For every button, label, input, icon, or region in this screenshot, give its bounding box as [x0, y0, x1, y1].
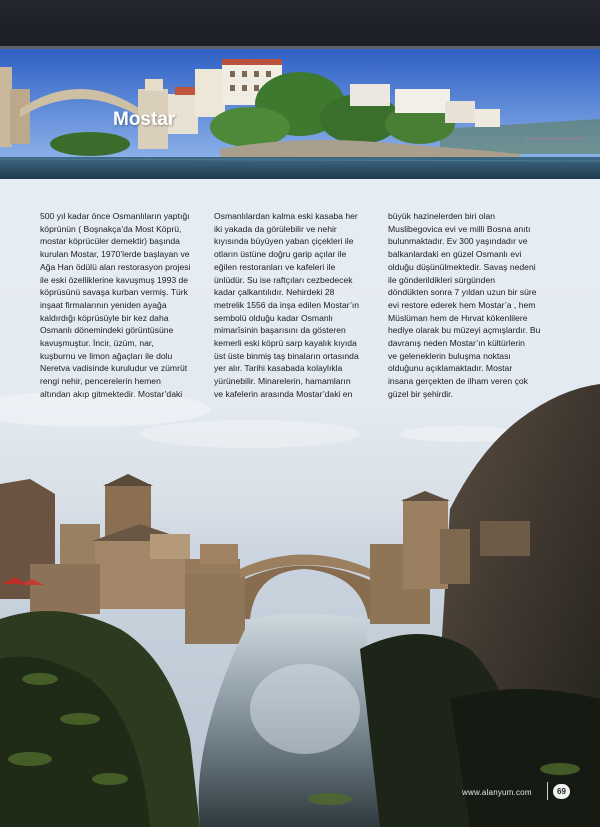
footer-divider [547, 782, 548, 800]
article-column-3: büyük hazinelerden biri olan Muslibegovica evi ve milli Bosna anıtı bulunmaktadır. Ev 300 yaşındadır ve balkanlardaki en güzel Osmanlı evi olduğu düşünülmektedir. Savaş nedeni ile gönderildikleri sürgünden döndükten sonra 7 yıldan uzun bir süre evi restore ederek hem Mostar’a , hem Müslüman hem de Hırvat kökenlilere hediye olarak bu müzeyi açmışlardır. Bu davranış neden Mostar’ın kültürlerin ve geleneklerin buluşma noktası olduğunu açıklamaktadır. Mostar insana gerçekten de ilham veren çok güzel bir şehirdir. [388, 211, 541, 399]
article-columns [40, 210, 560, 401]
page-title: Mostar [113, 109, 176, 130]
page-number: 69 [553, 784, 570, 799]
article-column-2: Osmanlılardan kalma eski kasaba her iki yakada da görülebilir ve nehir kıyısında büyüyen yaban çiçekleri ile otların üstüne doğru garip açılar ile eğilen restoranları ve kafeleri ile ünlüdür. Su ise raftçıları cezbedecek kadar çalkantılıdır. Nehirdeki 28 metrelik 1556 da inşa edilen Mostar’ın sembolü olduğu kadar Osmanlı mimarîsinin başarısını da gösteren kemerli eski köprü sarp kayalık kıyıda üst üste binmiş taş binaların ortasında yer alır. Tarihi kasabada kolaylıkla yürünebilir. Minarelerin, hamamların ve kafelerin arasında Mostar’daki en [214, 211, 360, 399]
banner-illustration [0, 49, 600, 179]
top-dark-bar [0, 0, 600, 46]
header-banner-photo [0, 49, 600, 179]
footer-website: www.alanyum.com [462, 788, 532, 797]
article-column-1: 500 yıl kadar önce Osmanlıların yaptığı köprünün ( Boşnakça’da Most Köprü, mostar köprücüler demektir) başında kurulan Mostar, 1970’lerde başlayan ve Ağa Han ödülü alan restorasyon projesi ile eski özelliklerine kavuşmuş 1993 de köprüsünü savaşa kurban vermiş. Türk inşaat firmalarının yeniden ayağa kaldırdığı köprüsüyle bir kez daha Osmanlı dönemindeki görüntüsüne kavuşmuştur. İncir, üzüm, nar, kuşburnu ve limon ağaçları ile dolu Neretva vadisinde kuruludur ve zümrüt rengi nehir, pencerelerin hemen altından akıp gitmektedir. Mostar’daki [40, 211, 191, 399]
